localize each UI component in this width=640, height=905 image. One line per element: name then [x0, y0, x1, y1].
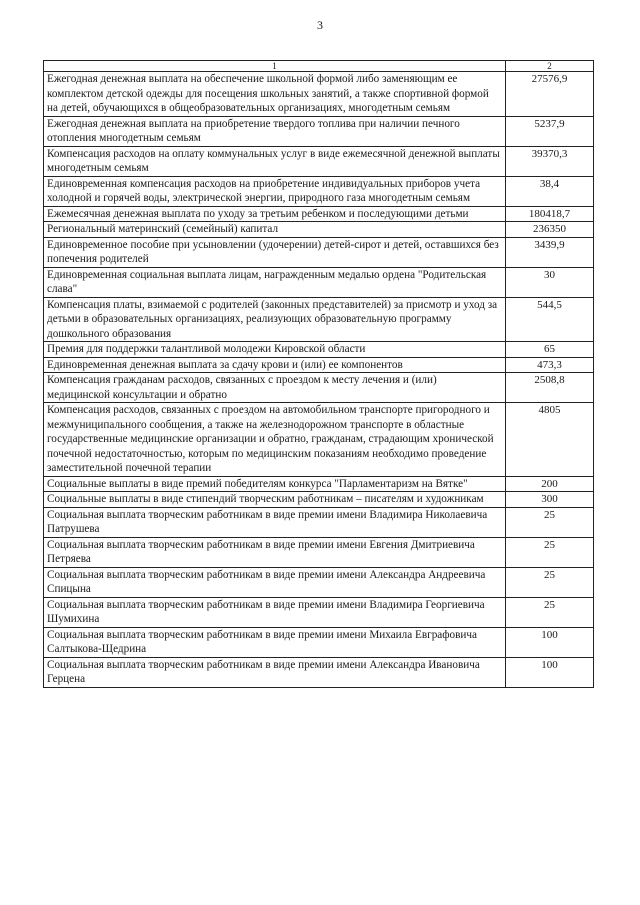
- row-name-cell: Единовременное пособие при усыновлении (удочерении) детей-сирот и детей, оставшихся без попечения родителей: [44, 237, 506, 267]
- row-value-cell: 5237,9: [506, 116, 594, 146]
- table-row: [44, 206, 594, 222]
- row-name-cell: Компенсация платы, взимаемой с родителей (законных представителей) за присмотр и уход за детьми в образовательных организациях, реализующих образовательную программу дошкольного образования: [44, 297, 506, 342]
- row-value-cell: 180418,7: [506, 206, 594, 222]
- table-row: [44, 507, 594, 537]
- table-header-row: [44, 61, 594, 72]
- row-name-cell: Социальные выплаты в виде стипендий творческим работникам – писателям и художникам: [44, 492, 506, 508]
- row-name-cell: Региональный материнский (семейный) капитал: [44, 222, 506, 238]
- table-row: [44, 116, 594, 146]
- row-name-cell: Ежемесячная денежная выплата по уходу за третьим ребенком и последующими детьми: [44, 206, 506, 222]
- row-value-cell: 25: [506, 597, 594, 627]
- table-row: [44, 567, 594, 597]
- row-name-cell: Единовременная денежная выплата за сдачу крови и (или) ее компонентов: [44, 357, 506, 373]
- column-header-2: 2: [506, 61, 594, 72]
- row-name-cell: Социальная выплата творческим работникам в виде премии имени Владимира Николаевича Патрушева: [44, 507, 506, 537]
- table-row: [44, 403, 594, 477]
- row-value-cell: 25: [506, 567, 594, 597]
- table-row: [44, 492, 594, 508]
- row-name-cell: Компенсация расходов, связанных с проездом на автомобильном транспорте пригородного и межмуниципального сообщения, а также на железнодорожном транспорте в областные государственные медицинские организации и обратно, гражданам, страдающим хронической почечной недостаточностью, которым по медицинским показаниям необходимо проведение заместительной почечной терапии: [44, 403, 506, 477]
- row-name-cell: Компенсация расходов на оплату коммунальных услуг в виде ежемесячной денежной выплаты многодетным семьям: [44, 146, 506, 176]
- table-row: [44, 297, 594, 342]
- row-value-cell: 473,3: [506, 357, 594, 373]
- table-row: [44, 237, 594, 267]
- row-value-cell: 100: [506, 627, 594, 657]
- row-value-cell: 38,4: [506, 176, 594, 206]
- row-name-cell: Социальная выплата творческим работникам в виде премии имени Михаила Евграфовича Салтыкова-Щедрина: [44, 627, 506, 657]
- table-row: [44, 176, 594, 206]
- page-number: 3: [317, 18, 323, 32]
- row-value-cell: 200: [506, 476, 594, 492]
- table-row: [44, 657, 594, 687]
- row-value-cell: 27576,9: [506, 72, 594, 117]
- row-name-cell: Премия для поддержки талантливой молодежи Кировской области: [44, 342, 506, 358]
- budget-table: [43, 60, 594, 688]
- row-name-cell: Ежегодная денежная выплата на обеспечение школьной формой либо заменяющим ее комплектом детской одежды для посещения школьных занятий, а также спортивной формой на детей, обучающихся в общеобразовательных организациях, многодетным семьям: [44, 72, 506, 117]
- table-row: [44, 357, 594, 373]
- table-row: [44, 597, 594, 627]
- row-value-cell: 236350: [506, 222, 594, 238]
- row-value-cell: 3439,9: [506, 237, 594, 267]
- column-header-1: 1: [44, 61, 506, 72]
- table-row: [44, 342, 594, 358]
- row-value-cell: 25: [506, 507, 594, 537]
- row-name-cell: Ежегодная денежная выплата на приобретение твердого топлива при наличии печного отопления многодетным семьям: [44, 116, 506, 146]
- row-name-cell: Социальная выплата творческим работникам в виде премии имени Владимира Георгиевича Шумихина: [44, 597, 506, 627]
- row-name-cell: Социальная выплата творческим работникам в виде премии имени Евгения Дмитриевича Петряева: [44, 537, 506, 567]
- table-row: [44, 476, 594, 492]
- row-value-cell: 300: [506, 492, 594, 508]
- row-value-cell: 39370,3: [506, 146, 594, 176]
- row-name-cell: Единовременная компенсация расходов на приобретение индивидуальных приборов учета холодной и горячей воды, электрической энергии, природного газа многодетным семьям: [44, 176, 506, 206]
- row-value-cell: 30: [506, 267, 594, 297]
- row-name-cell: Социальная выплата творческим работникам в виде премии имени Александра Андреевича Спицына: [44, 567, 506, 597]
- row-value-cell: 2508,8: [506, 373, 594, 403]
- row-value-cell: 65: [506, 342, 594, 358]
- row-name-cell: Социальная выплата творческим работникам в виде премии имени Александра Ивановича Герцена: [44, 657, 506, 687]
- table-row: [44, 72, 594, 117]
- table-row: [44, 222, 594, 238]
- row-name-cell: Компенсация гражданам расходов, связанных с проездом к месту лечения и (или) медицинской консультации и обратно: [44, 373, 506, 403]
- table-row: [44, 373, 594, 403]
- table-row: [44, 146, 594, 176]
- table-row: [44, 267, 594, 297]
- table-row: [44, 627, 594, 657]
- row-value-cell: 25: [506, 537, 594, 567]
- row-name-cell: Социальные выплаты в виде премий победителям конкурса "Парламентаризм на Вятке": [44, 476, 506, 492]
- row-value-cell: 4805: [506, 403, 594, 477]
- row-value-cell: 544,5: [506, 297, 594, 342]
- table-row: [44, 537, 594, 567]
- row-name-cell: Единовременная социальная выплата лицам, награжденным медалью ордена "Родительская слава": [44, 267, 506, 297]
- row-value-cell: 100: [506, 657, 594, 687]
